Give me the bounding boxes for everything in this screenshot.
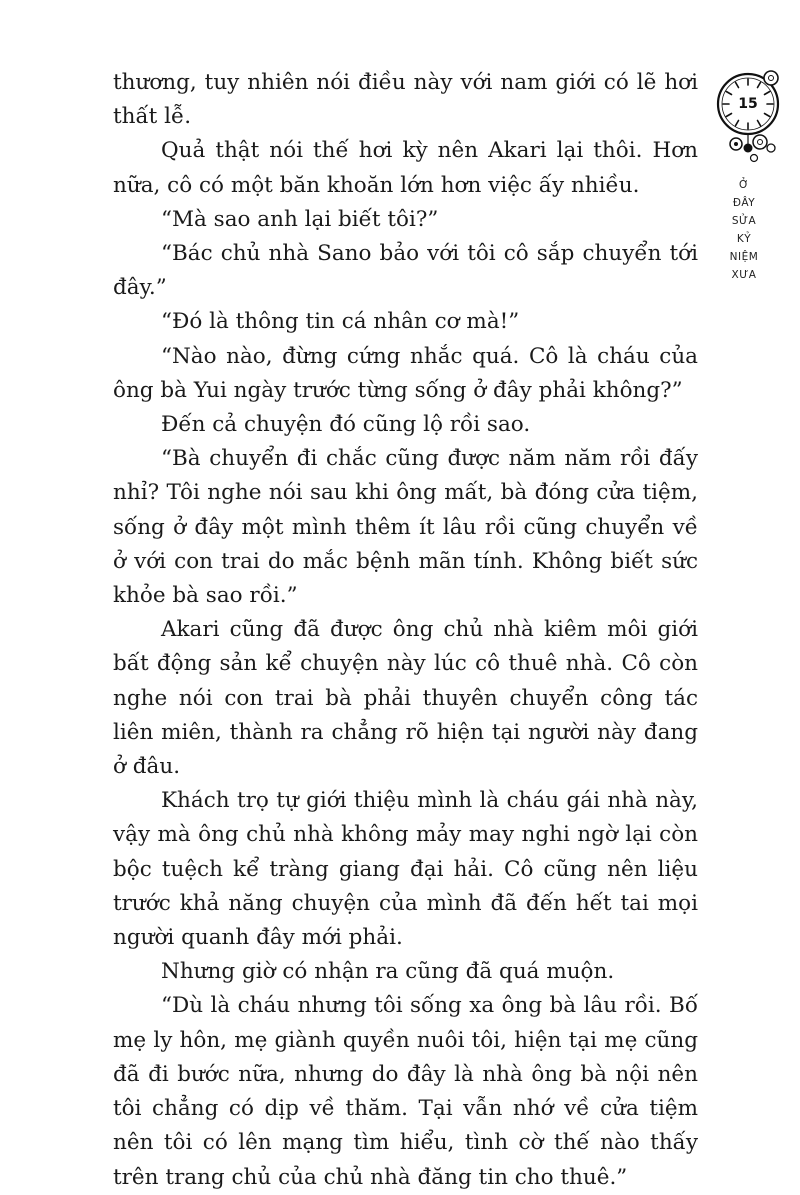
paragraph: Quả thật nói thế hơi kỳ nên Akari lại thôi. Hơn nữa, cô có một băn khoăn lớn hơn việc ấy nhiều. [113, 138, 698, 198]
running-title-word: NIỆM [729, 251, 759, 263]
clock-icon [708, 66, 788, 170]
paragraph: Đến cả chuyện đó cũng lộ rồi sao. [161, 412, 531, 438]
running-title [708, 176, 780, 284]
paragraph: Akari cũng đã được ông chủ nhà kiêm môi giới bất động sản kể chuyện này lúc cô thuê nhà. Cô còn nghe nói con trai bà phải thuyên chuyển công tác liên miên, thành ra chẳng rõ hiện tại người này đang ở đâu. [113, 617, 698, 780]
paragraph: “Mà sao anh lại biết tôi?” [161, 206, 439, 232]
paragraph: “Dù là cháu nhưng tôi sống xa ông bà lâu rồi. Bố mẹ ly hôn, mẹ giành quyền nuôi tôi, hiện tại mẹ cũng đã đi bước nữa, nhưng do đây là nhà ông bà nội nên tôi chẳng có dịp về thăm. Tại vẫn nhớ về cửa tiệm nên tôi có lên mạng tìm hiểu, tình cờ thế nào thấy trên trang chủ của chủ nhà đăng tin cho thuê.” [113, 993, 698, 1190]
paragraph: Nhưng giờ có nhận ra cũng đã quá muộn. [161, 959, 615, 985]
running-title-word: SỬA [731, 215, 757, 227]
paragraph: thương, tuy nhiên nói điều này với nam giới có lẽ hơi thất lễ. [113, 70, 698, 130]
clock-ornament [708, 66, 788, 170]
page-number: 15 [738, 96, 758, 112]
paragraph: “Bác chủ nhà Sano bảo với tôi cô sắp chuyển tới đây.” [113, 241, 698, 301]
paragraph: “Đó là thông tin cá nhân cơ mà!” [161, 309, 520, 335]
paragraph: “Bà chuyển đi chắc cũng được năm năm rồi đấy nhỉ? Tôi nghe nói sau khi ông mất, bà đóng cửa tiệm, sống ở đây một mình thêm ít lâu rồi cũng chuyển về ở với con trai do mắc bệnh mãn tính. Không biết sức khỏe bà sao rồi.” [113, 446, 698, 609]
running-title-word: Ở [738, 179, 750, 191]
page-sidebar [708, 66, 788, 284]
running-title-word: ĐÂY [732, 197, 756, 209]
running-title-word: XƯA [731, 269, 757, 281]
paragraph: Khách trọ tự giới thiệu mình là cháu gái nhà này, vậy mà ông chủ nhà không mảy may nghi ngờ lại còn bộc tuệch kể tràng giang đại hải. Cô cũng nên liệu trước khả năng chuyện của mình đã đến hết tai mọi người quanh đây mới phải. [113, 788, 698, 951]
running-title-word: KỶ [736, 233, 752, 245]
body-text [113, 66, 698, 1195]
paragraph: “Nào nào, đừng cứng nhắc quá. Cô là cháu của ông bà Yui ngày trước từng sống ở đây phải không?” [113, 343, 698, 403]
